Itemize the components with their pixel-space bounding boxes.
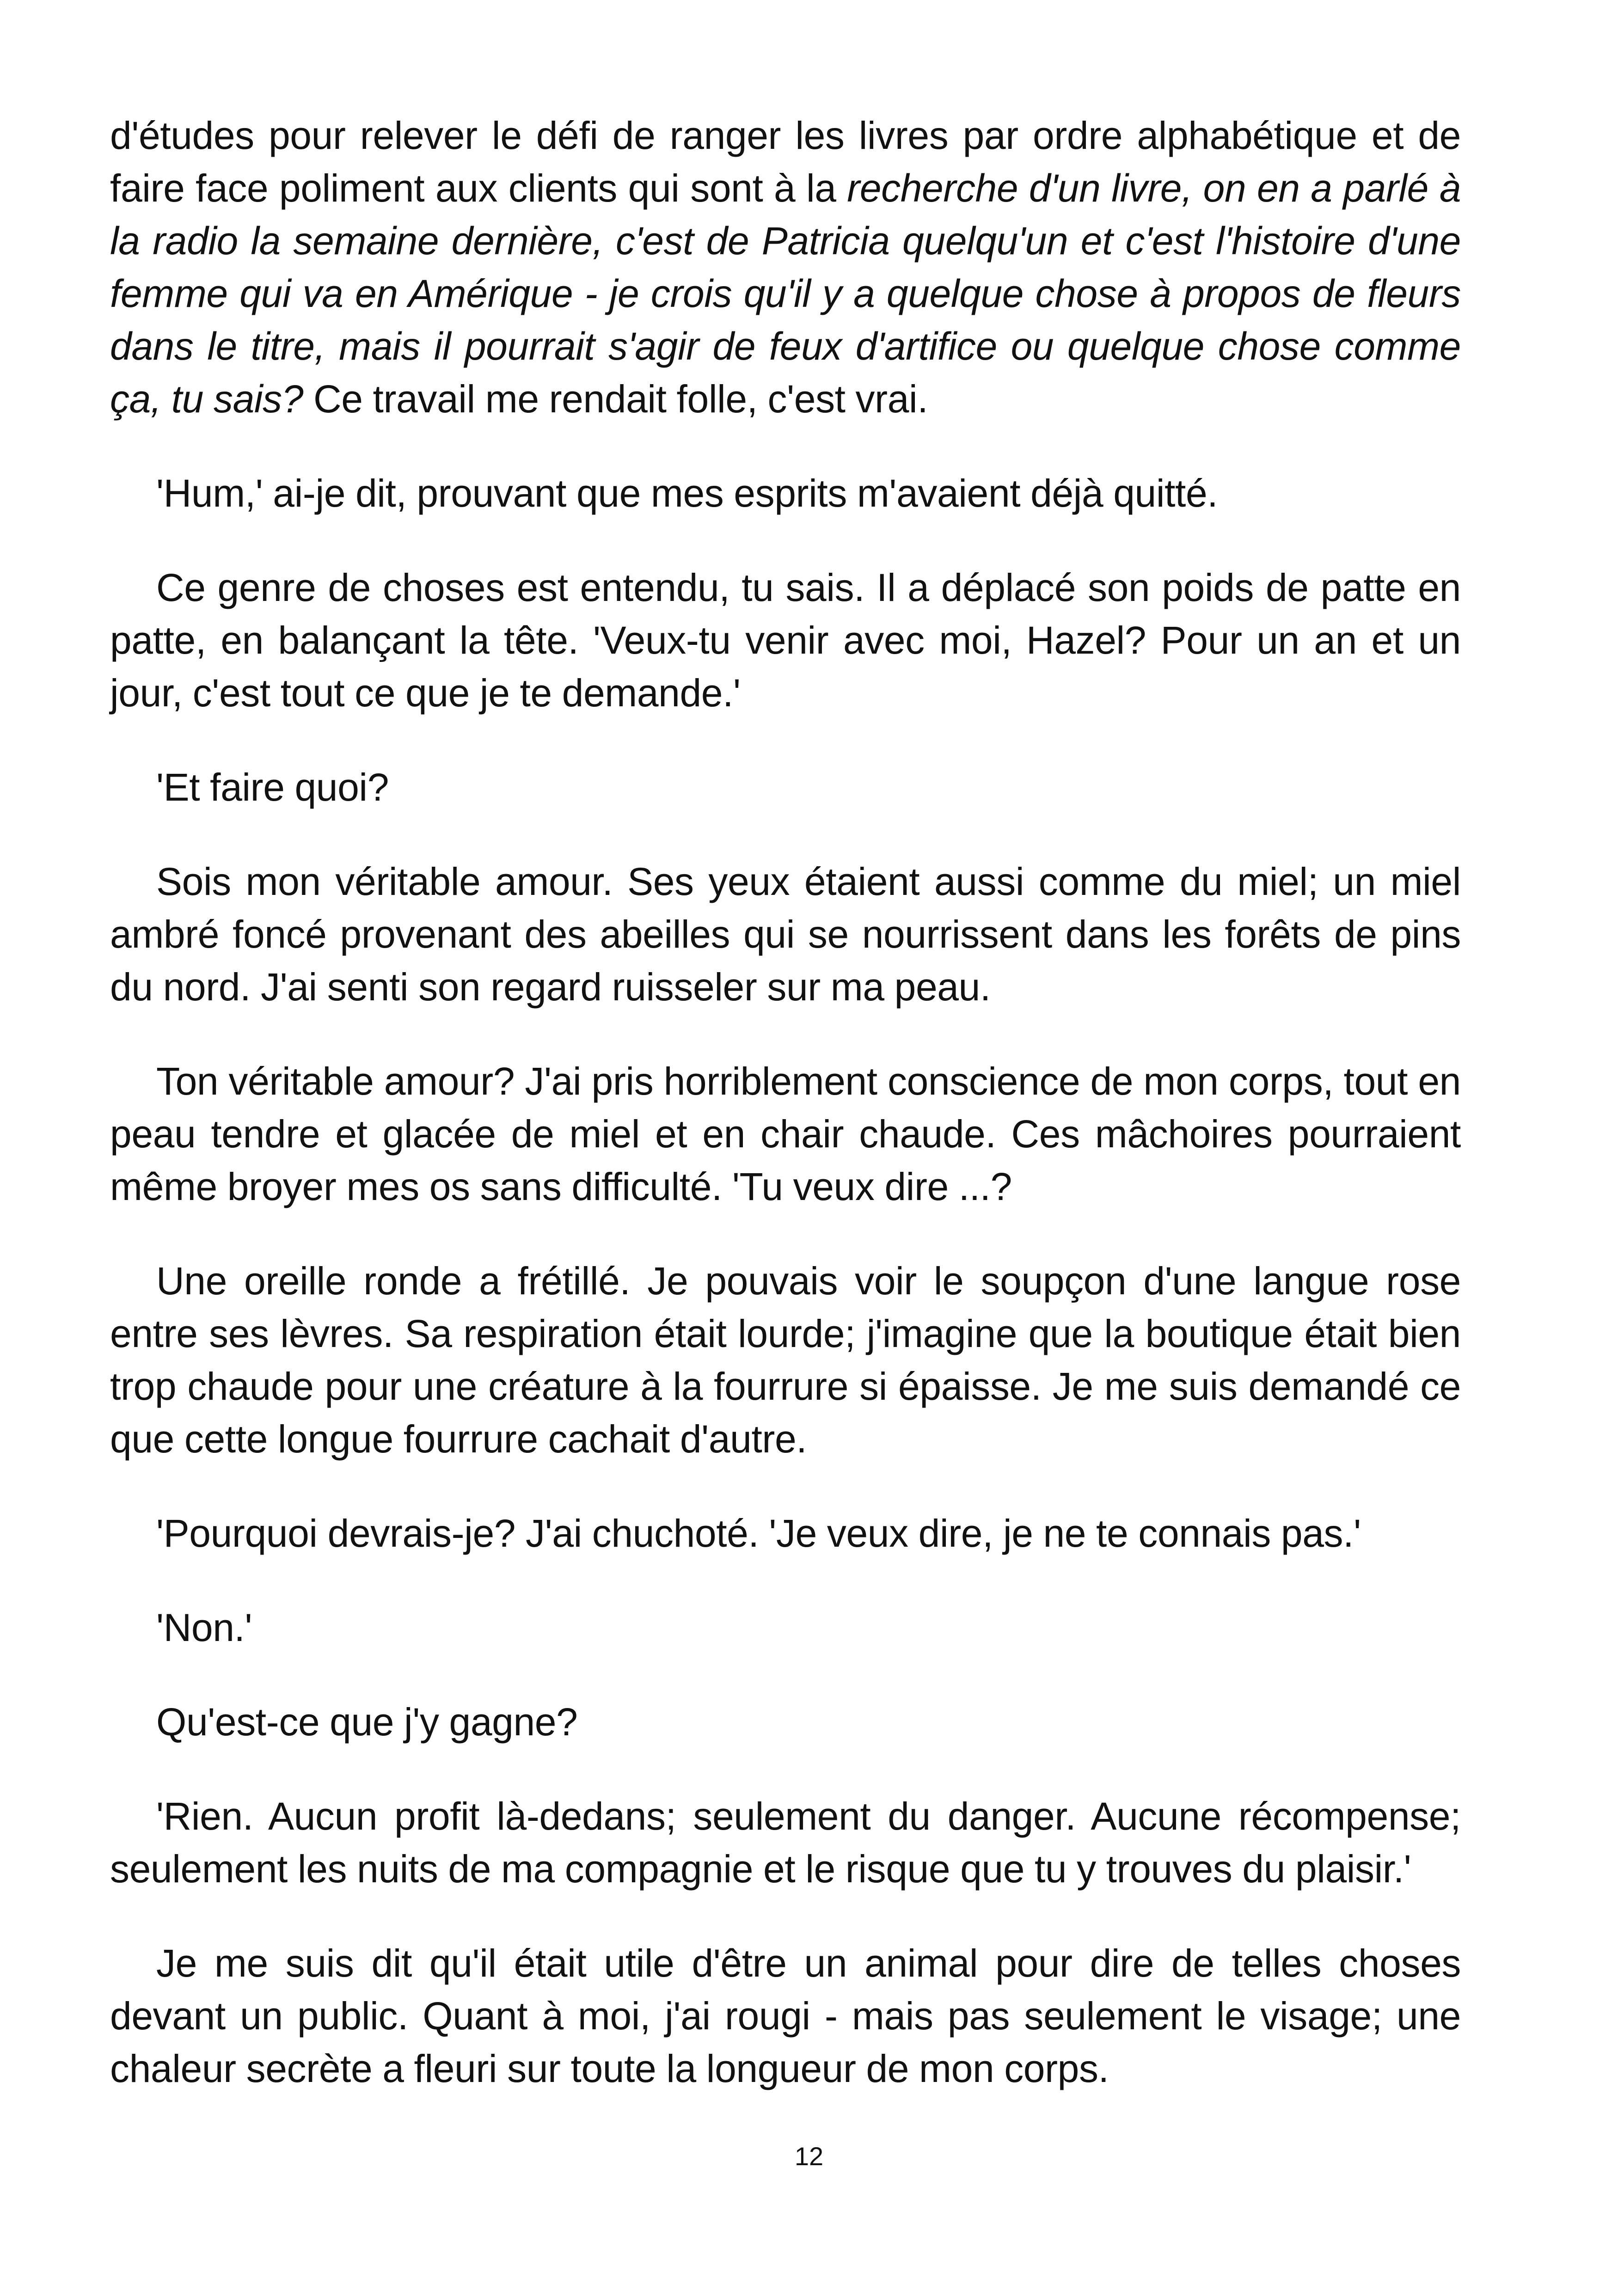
paragraph-1-text: d'études pour relever le défi de ranger les livres par ordre alphabétique et de faire face poliment aux clients qui sont à la — [110, 114, 1461, 210]
page-number: 12 — [794, 2142, 824, 2171]
paragraph-11: 'Rien. Aucun profit là-dedans; seulement du danger. Aucune récompense; seulement les nuits de ma compagnie et le risque que tu y trouves du plaisir.' — [110, 1794, 1461, 1891]
page-body — [110, 109, 1461, 2137]
paragraph-1 — [110, 109, 1461, 425]
paragraph-1-tail: Ce travail me rendait folle, c'est vrai. — [303, 377, 928, 421]
paragraph-12: Je me suis dit qu'il était utile d'être un animal pour dire de telles choses devant un public. Quant à moi, j'ai rougi - mais pas seulement le visage; une chaleur secrète a fleuri sur toute la longueur de mon corps. — [110, 1941, 1461, 2090]
paragraph-6: Ton véritable amour? J'ai pris horriblement conscience de mon corps, tout en peau tendre et glacée de miel et en chair chaude. Ces mâchoires pourraient même broyer mes os sans difficulté. 'Tu veux dire ...? — [110, 1059, 1461, 1208]
paragraph-10: Qu'est-ce que j'y gagne? — [156, 1700, 578, 1744]
paragraph-2: 'Hum,' ai-je dit, prouvant que mes esprits m'avaient déjà quitté. — [156, 471, 1218, 515]
paragraph-7: Une oreille ronde a frétillé. Je pouvais voir le soupçon d'une langue rose entre ses lèvres. Sa respiration était lourde; j'imagine que la boutique était bien trop chaude pour une créature à la fourrure si épaisse. Je me suis demandé ce que cette longue fourrure cachait d'autre. — [110, 1259, 1461, 1461]
paragraph-3: Ce genre de choses est entendu, tu sais. Il a déplacé son poids de patte en patte, en balançant la tête. 'Veux-tu venir avec moi, Hazel? Pour un an et un jour, c'est tout ce que je te demande.' — [110, 566, 1461, 715]
paragraph-9: 'Non.' — [156, 1606, 252, 1649]
paragraph-4: 'Et faire quoi? — [156, 765, 389, 809]
paragraph-8: 'Pourquoi devrais-je? J'ai chuchoté. 'Je veux dire, je ne te connais pas.' — [156, 1512, 1361, 1555]
paragraph-5: Sois mon véritable amour. Ses yeux étaient aussi comme du miel; un miel ambré foncé provenant des abeilles qui se nourrissent dans les forêts de pins du nord. J'ai senti son regard ruisseler sur ma peau. — [110, 860, 1461, 1009]
paragraph-1-italic: recherche d'un livre, on en a parlé à la radio la semaine dernière, c'est de Patricia quelqu'un et c'est l'histoire d'une femme qui va en Amérique - je crois qu'il y a quelque chose à propos de fleurs dans le titre, mais il pourrait s'agir de feux d'artifice ou quelque chose comme ça, tu sais? — [110, 166, 1461, 421]
